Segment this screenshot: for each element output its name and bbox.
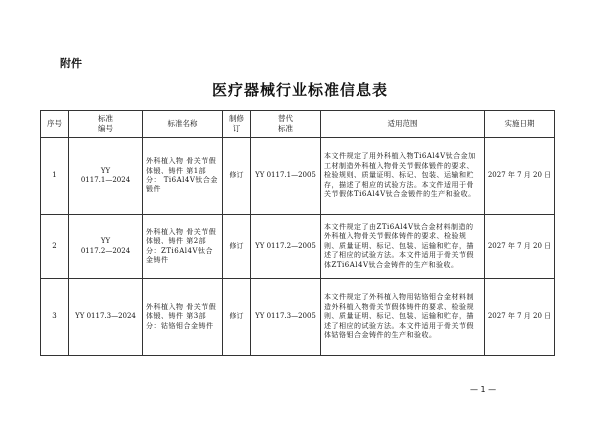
cell-replaces: YY 0117.3—2005 xyxy=(251,279,321,356)
cell-scope: 本文件规定了由ZTi6Al4V钛合金材料制造的外科植入物骨关节假体铸件的要求、检验规则、质量证明、标记、包装、运输和贮存，描述了相应的试验方法。本文件适用于骨关节假体ZTi6Al4V钛合金铸件的生产和验收。 xyxy=(321,215,485,279)
header-no: 序号 xyxy=(41,111,69,138)
cell-name: 外科植入物 骨关节假体锻、铸件 第3部分：钴铬钼合金铸件 xyxy=(143,279,223,356)
cell-no: 3 xyxy=(41,279,69,356)
cell-type: 修订 xyxy=(223,279,251,356)
cell-no: 2 xyxy=(41,215,69,279)
cell-date: 2027 年 7 月 20 日 xyxy=(485,279,555,356)
cell-name: 外科植入物 骨关节假体锻、铸件 第2部分：ZTi6Al4V钛合金铸件 xyxy=(143,215,223,279)
attachment-label: 附件 xyxy=(60,57,82,70)
header-name: 标准名称 xyxy=(143,111,223,138)
standards-table xyxy=(40,110,555,356)
cell-type: 修订 xyxy=(223,138,251,215)
table-row xyxy=(41,215,555,279)
cell-number: YY 0117.3—2024 xyxy=(69,279,143,356)
cell-scope: 本文件规定了用外科植入物Ti6Al4V钛合金加工材制造外科植入物骨关节假体锻件的要求、检验规则、质量证明、标记、包装、运输和贮存，描述了相应的试验方法。本文件适用于骨关节假体Ti6Al4V钛合金锻件的生产和验收。 xyxy=(321,138,485,215)
cell-replaces: YY 0117.1—2005 xyxy=(251,138,321,215)
header-scope: 适用范围 xyxy=(321,111,485,138)
cell-date: 2027 年 7 月 20 日 xyxy=(485,138,555,215)
document-title: 医疗器械行业标准信息表 xyxy=(211,81,388,99)
cell-name: 外科植入物 骨关节假体锻、铸件 第1部分： Ti6Al4V钛合金锻件 xyxy=(143,138,223,215)
cell-number: YY 0117.2—2024 xyxy=(69,215,143,279)
cell-date: 2027 年 7 月 20 日 xyxy=(485,215,555,279)
cell-type: 修订 xyxy=(223,215,251,279)
cell-scope: 本文件规定了外科植入物用钴铬钼合金材料制造外科植入物骨关节假体铸件的要求、检验规则、质量证明、标记、包装、运输和贮存，描述了相应的试验方法。本文件适用于骨关节假体钴铬钼合金铸件的生产和验收。 xyxy=(321,279,485,356)
header-date: 实施日期 xyxy=(485,111,555,138)
header-type: 制修 订 xyxy=(223,111,251,138)
cell-no: 1 xyxy=(41,138,69,215)
table-row xyxy=(41,279,555,356)
cell-number: YY 0117.1—2024 xyxy=(69,138,143,215)
table-header-row xyxy=(41,111,555,138)
page-number: — 1 — xyxy=(470,385,497,394)
header-replaces: 替代 标准 xyxy=(251,111,321,138)
cell-replaces: YY 0117.2—2005 xyxy=(251,215,321,279)
table-row xyxy=(41,138,555,215)
header-number: 标准 编号 xyxy=(69,111,143,138)
